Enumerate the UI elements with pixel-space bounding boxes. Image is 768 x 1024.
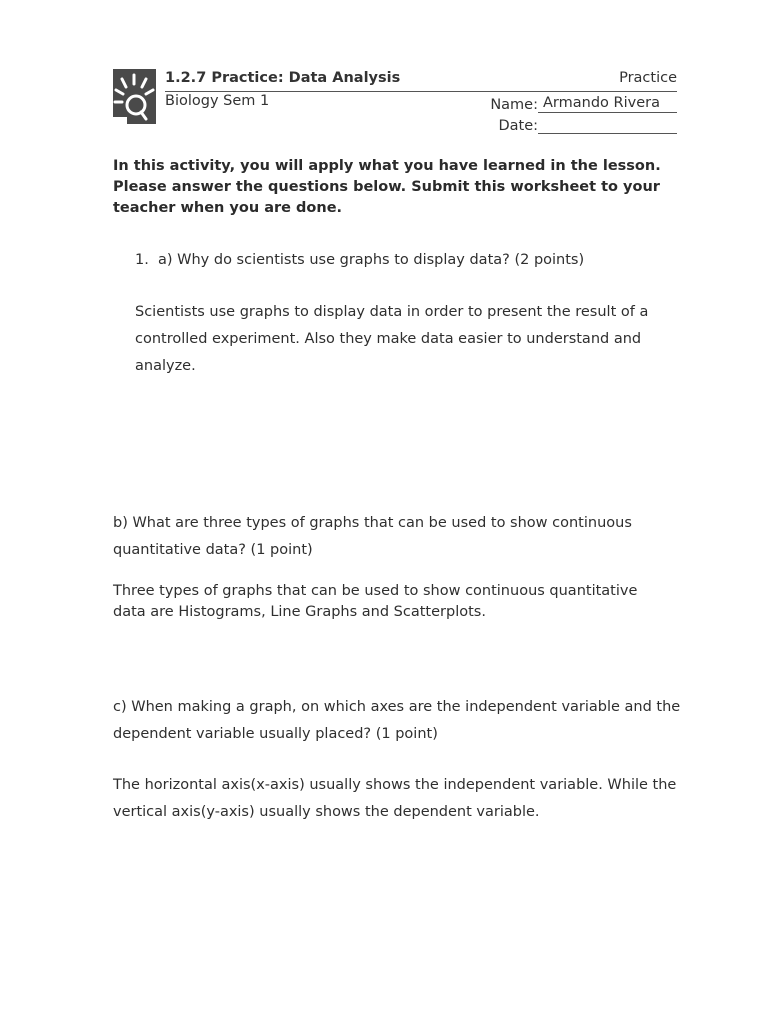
course-name: Biology Sem 1 (165, 93, 270, 109)
name-field-row (490, 95, 677, 113)
date-field-row (498, 116, 677, 134)
name-label: Name: (490, 97, 538, 113)
lightbulb-logo-icon (113, 69, 156, 124)
question-1a-text: a) Why do scientists use graphs to display data? (2 points) (158, 252, 585, 268)
question-number: 1. (135, 252, 149, 268)
document-type-label: Practice (619, 70, 677, 86)
date-field[interactable] (538, 116, 677, 134)
answer-1c[interactable]: The horizontal axis(x-axis) usually shows the independent variable. While the vertical axis(y-axis) usually shows the dependent variable. (113, 777, 677, 820)
instructions-paragraph: In this activity, you will apply what you have learned in the lesson. Please answer the questions below. Submit this worksheet to your teacher when you are done. (113, 158, 661, 216)
question-1a (135, 252, 584, 268)
worksheet-title: 1.2.7 Practice: Data Analysis (165, 70, 401, 86)
name-field[interactable]: Armando Rivera (538, 95, 677, 113)
question-1b: b) What are three types of graphs that can be used to show continuous quantitative data? (1 point) (113, 515, 632, 558)
question-1c: c) When making a graph, on which axes are the independent variable and the dependent variable usually placed? (1 point) (113, 699, 681, 742)
answer-1b[interactable]: Three types of graphs that can be used to show continuous quantitative data are Histograms, Line Graphs and Scatterplots. (113, 583, 638, 620)
answer-1a[interactable]: Scientists use graphs to display data in order to present the result of a controlled experiment. Also they make data easier to understand and analyze. (135, 304, 649, 374)
date-label: Date: (498, 118, 538, 134)
header-divider (165, 91, 677, 92)
